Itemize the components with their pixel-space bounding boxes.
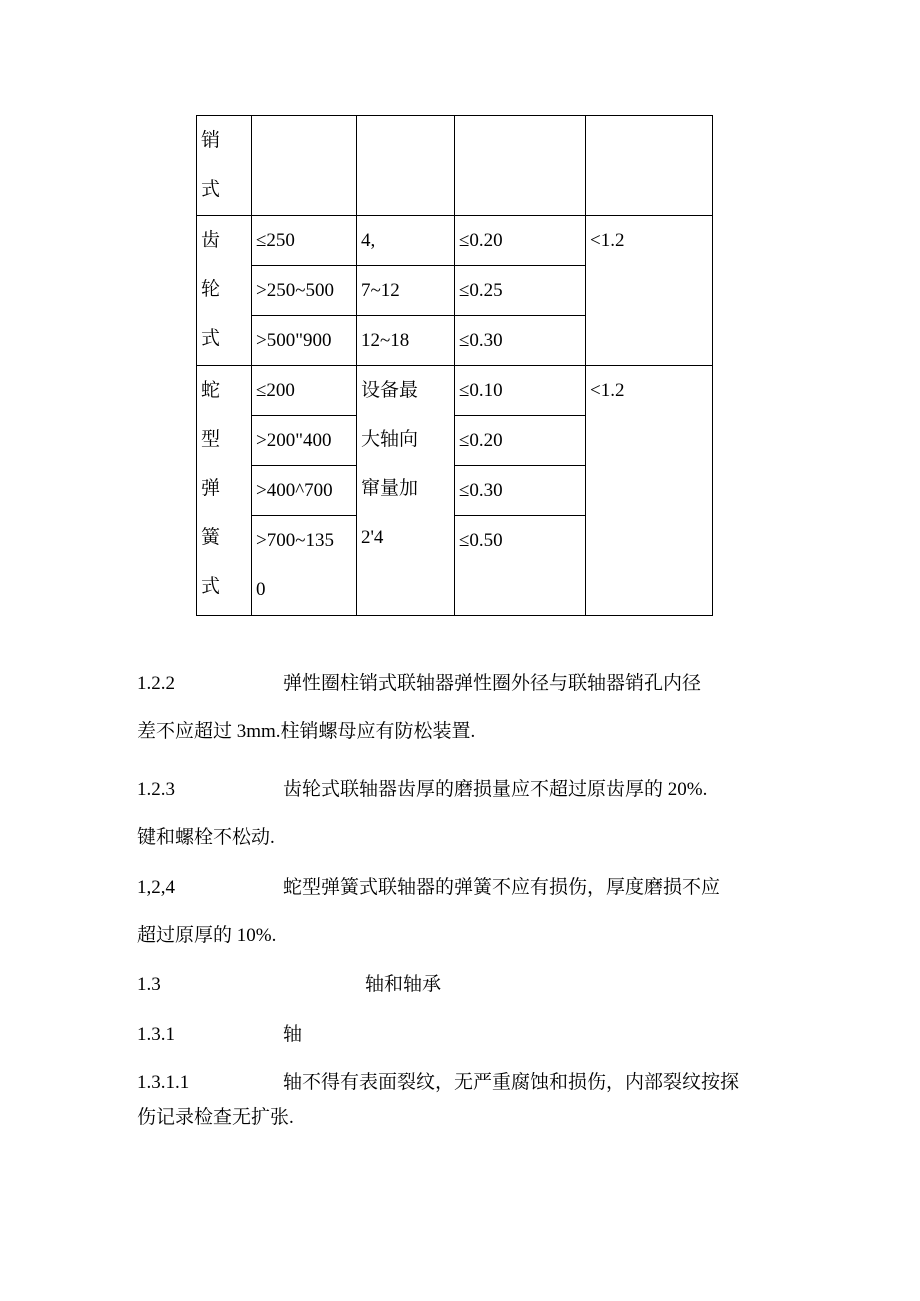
vertical-char: 式: [201, 576, 221, 597]
clause-1-2-4: [137, 864, 817, 960]
table-row-gear-1: [197, 216, 713, 266]
clause-text: 轴: [283, 1024, 303, 1045]
note-line: 设备最: [361, 380, 419, 401]
cell-diameter-range: [252, 516, 357, 616]
clause-line: [137, 766, 817, 814]
cell-limit-value: <1.2: [586, 216, 713, 366]
vertical-char: 簧: [201, 527, 221, 548]
clause-line: [137, 660, 817, 708]
note-line: 2'4: [361, 527, 384, 548]
note-line: 大轴向: [361, 429, 419, 450]
vertical-char: 蛇: [201, 380, 221, 401]
range-line: >700~135: [256, 530, 334, 551]
cell-wear-limit: ≤0.20: [455, 216, 586, 266]
clause-text: 齿轮式联轴器齿厚的磨损量应不超过原齿厚的 20%.: [283, 779, 708, 800]
cell-limit-value: <1.2: [586, 366, 713, 616]
vertical-char: 轮: [201, 279, 221, 300]
clauses-block: [137, 660, 817, 1135]
cell-diameter-range: >500"900: [252, 316, 357, 366]
cell-diameter-range: ≤250: [252, 216, 357, 266]
clause-continuation: 键和螺栓不松动.: [137, 827, 275, 848]
clause-text: 弹性圈柱销式联轴器弹性圈外径与联轴器销孔内径: [283, 673, 702, 694]
cell-wear-limit: ≤0.10: [455, 366, 586, 416]
clause-continuation: 伤记录检查无扩张.: [137, 1107, 294, 1128]
clause-continuation: 超过原厚的 10%.: [137, 925, 277, 946]
coupling-spec-table: [196, 115, 713, 616]
clause-number: 1.3.1.1: [137, 1072, 190, 1093]
clause-text: 轴和轴承: [365, 974, 442, 995]
table-row-spring-1: [197, 366, 713, 416]
clause-1-3: [137, 961, 817, 1009]
clause-number: 1.3: [137, 974, 161, 995]
clause-1-3-1: [137, 1011, 817, 1059]
table-row-pin-type: [197, 116, 713, 216]
cell-axial-play-note: [357, 366, 455, 616]
clause-continuation: 差不应超过 3mm.柱销螺母应有防松装置.: [137, 721, 476, 742]
vertical-char: 弹: [201, 478, 221, 499]
cell-tooth-value: 12~18: [357, 316, 455, 366]
empty-cell: [357, 116, 455, 216]
cell-wear-limit: ≤0.20: [455, 416, 586, 466]
clause-1-3-1-1: [137, 1065, 817, 1135]
clause-line: [137, 1065, 817, 1100]
clause-1-2-3: [137, 766, 817, 862]
vertical-char: 齿: [201, 230, 221, 251]
range-line: 0: [256, 579, 266, 600]
vertical-char: 型: [201, 429, 221, 450]
clause-line: [137, 864, 817, 912]
cell-diameter-range: >200"400: [252, 416, 357, 466]
cell-diameter-range: >250~500: [252, 266, 357, 316]
vertical-char: 式: [201, 179, 221, 200]
clause-line: [137, 961, 817, 1009]
empty-cell: [455, 116, 586, 216]
clause-text: 轴不得有表面裂纹，无严重腐蚀和损伤，内部裂纹按探: [283, 1072, 740, 1093]
empty-cell: [586, 116, 713, 216]
vertical-char: 销: [201, 130, 221, 151]
clause-number: 1.2.2: [137, 673, 175, 694]
clause-number: 1,2,4: [137, 877, 175, 898]
cell-type-serpentine-spring: [197, 366, 252, 616]
cell-tooth-value: 4,: [357, 216, 455, 266]
cell-wear-limit: ≤0.30: [455, 316, 586, 366]
cell-wear-limit: ≤0.25: [455, 266, 586, 316]
cell-type-pin: [197, 116, 252, 216]
clause-number: 1.2.3: [137, 779, 175, 800]
clause-1-2-2: [137, 660, 817, 756]
cell-tooth-value: 7~12: [357, 266, 455, 316]
clause-number: 1.3.1: [137, 1024, 175, 1045]
clause-text: 蛇型弹簧式联轴器的弹簧不应有损伤，厚度磨损不应: [283, 877, 721, 898]
cell-diameter-range: ≤200: [252, 366, 357, 416]
cell-wear-limit: ≤0.50: [455, 516, 586, 616]
cell-diameter-range: >400^700: [252, 466, 357, 516]
vertical-char: 式: [201, 328, 221, 349]
note-line: 窜量加: [361, 478, 419, 499]
cell-wear-limit: ≤0.30: [455, 466, 586, 516]
empty-cell: [252, 116, 357, 216]
cell-type-gear: [197, 216, 252, 366]
clause-line: [137, 1011, 817, 1059]
